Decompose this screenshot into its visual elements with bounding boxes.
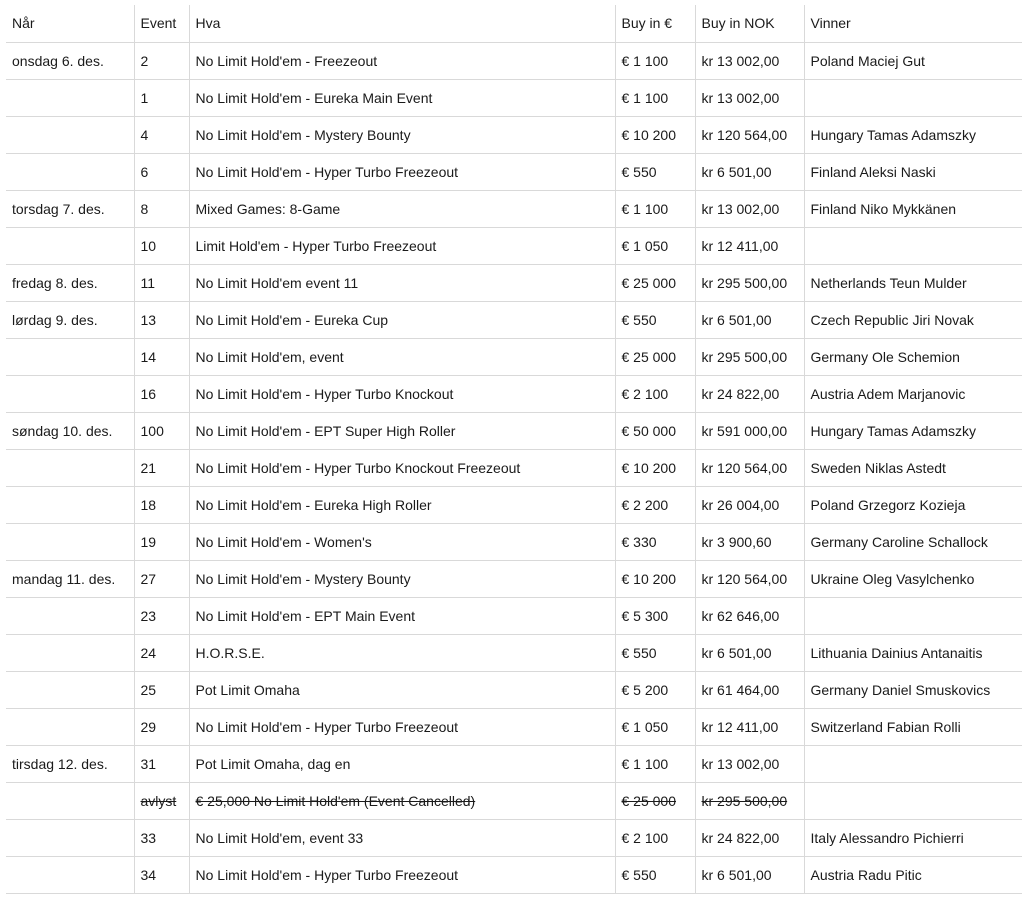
what-cell: No Limit Hold'em - Hyper Turbo Knockout Freezeout <box>189 449 615 486</box>
event-cell: 27 <box>134 560 189 597</box>
buyin-eur-cell: € 5 200 <box>615 671 695 708</box>
when-cell: mandag 11. des. <box>6 560 134 597</box>
buyin-eur-cell: € 1 100 <box>615 42 695 79</box>
winner-cell: Germany Ole Schemion <box>804 338 1022 375</box>
buyin-nok-cell: kr 3 900,60 <box>695 523 804 560</box>
winner-cell: Sweden Niklas Astedt <box>804 449 1022 486</box>
event-cell: 8 <box>134 190 189 227</box>
when-cell <box>6 338 134 375</box>
buyin-nok-cell: kr 6 501,00 <box>695 301 804 338</box>
winner-cell: Austria Radu Pitic <box>804 856 1022 893</box>
buyin-eur-cell: € 25 000 <box>615 782 695 819</box>
winner-cell: Lithuania Dainius Antanaitis <box>804 634 1022 671</box>
when-cell: lørdag 9. des. <box>6 301 134 338</box>
event-cell: avlyst <box>134 782 189 819</box>
buyin-nok-cell: kr 13 002,00 <box>695 190 804 227</box>
winner-cell <box>804 597 1022 634</box>
winner-cell: Poland Grzegorz Kozieja <box>804 486 1022 523</box>
table-row <box>6 153 1022 190</box>
winner-cell: Germany Caroline Schallock <box>804 523 1022 560</box>
buyin-eur-cell: € 550 <box>615 856 695 893</box>
what-cell: Pot Limit Omaha, dag en <box>189 745 615 782</box>
when-cell <box>6 116 134 153</box>
table-row <box>6 819 1022 856</box>
buyin-eur-cell: € 10 200 <box>615 116 695 153</box>
table-row <box>6 671 1022 708</box>
what-cell: No Limit Hold'em - Freezeout <box>189 42 615 79</box>
event-cell: 2 <box>134 42 189 79</box>
event-cell: 16 <box>134 375 189 412</box>
event-cell: 11 <box>134 264 189 301</box>
event-cell: 19 <box>134 523 189 560</box>
when-cell <box>6 227 134 264</box>
header-row <box>6 5 1022 42</box>
what-cell: No Limit Hold'em, event 33 <box>189 819 615 856</box>
buyin-nok-cell: kr 12 411,00 <box>695 708 804 745</box>
buyin-nok-cell: kr 295 500,00 <box>695 782 804 819</box>
what-cell: No Limit Hold'em - Hyper Turbo Freezeout <box>189 708 615 745</box>
what-cell: No Limit Hold'em - Mystery Bounty <box>189 116 615 153</box>
what-cell: No Limit Hold'em - Hyper Turbo Freezeout <box>189 153 615 190</box>
buyin-eur-cell: € 1 100 <box>615 745 695 782</box>
buyin-eur-cell: € 1 050 <box>615 708 695 745</box>
buyin-nok-cell: kr 120 564,00 <box>695 116 804 153</box>
buyin-nok-cell: kr 13 002,00 <box>695 42 804 79</box>
event-cell: 31 <box>134 745 189 782</box>
event-cell: 10 <box>134 227 189 264</box>
when-cell <box>6 375 134 412</box>
winner-cell: Finland Niko Mykkänen <box>804 190 1022 227</box>
when-cell: fredag 8. des. <box>6 264 134 301</box>
buyin-eur-cell: € 550 <box>615 634 695 671</box>
buyin-eur-cell: € 1 100 <box>615 79 695 116</box>
buyin-eur-cell: € 2 100 <box>615 375 695 412</box>
winner-cell <box>804 227 1022 264</box>
when-cell: onsdag 6. des. <box>6 42 134 79</box>
when-cell <box>6 634 134 671</box>
when-cell <box>6 153 134 190</box>
buyin-eur-cell: € 330 <box>615 523 695 560</box>
event-cell: 13 <box>134 301 189 338</box>
buyin-nok-cell: kr 12 411,00 <box>695 227 804 264</box>
event-cell: 33 <box>134 819 189 856</box>
winner-cell <box>804 745 1022 782</box>
what-cell: No Limit Hold'em - Mystery Bounty <box>189 560 615 597</box>
buyin-nok-cell: kr 120 564,00 <box>695 449 804 486</box>
buyin-nok-cell: kr 6 501,00 <box>695 856 804 893</box>
when-cell <box>6 708 134 745</box>
event-cell: 34 <box>134 856 189 893</box>
buyin-nok-cell: kr 295 500,00 <box>695 338 804 375</box>
when-cell <box>6 79 134 116</box>
winner-cell: Germany Daniel Smuskovics <box>804 671 1022 708</box>
event-cell: 100 <box>134 412 189 449</box>
table-row <box>6 708 1022 745</box>
table-row <box>6 190 1022 227</box>
when-cell <box>6 856 134 893</box>
event-cell: 29 <box>134 708 189 745</box>
buyin-eur-cell: € 2 200 <box>615 486 695 523</box>
when-cell <box>6 523 134 560</box>
buyin-nok-cell: kr 295 500,00 <box>695 264 804 301</box>
column-header-when: Når <box>6 5 134 42</box>
column-header-buyin-nok: Buy in NOK <box>695 5 804 42</box>
column-header-event: Event <box>134 5 189 42</box>
what-cell: No Limit Hold'em - Women's <box>189 523 615 560</box>
what-cell: No Limit Hold'em - Eureka Cup <box>189 301 615 338</box>
table-row <box>6 449 1022 486</box>
when-cell <box>6 486 134 523</box>
buyin-nok-cell: kr 120 564,00 <box>695 560 804 597</box>
what-cell: No Limit Hold'em - Eureka Main Event <box>189 79 615 116</box>
buyin-eur-cell: € 10 200 <box>615 449 695 486</box>
table-row <box>6 227 1022 264</box>
winner-cell: Hungary Tamas Adamszky <box>804 116 1022 153</box>
event-cell: 1 <box>134 79 189 116</box>
column-header-winner: Vinner <box>804 5 1022 42</box>
what-cell: No Limit Hold'em - Hyper Turbo Freezeout <box>189 856 615 893</box>
what-cell: No Limit Hold'em event 11 <box>189 264 615 301</box>
buyin-nok-cell: kr 26 004,00 <box>695 486 804 523</box>
what-cell: No Limit Hold'em, event <box>189 338 615 375</box>
what-cell: No Limit Hold'em - EPT Super High Roller <box>189 412 615 449</box>
event-cell: 18 <box>134 486 189 523</box>
buyin-nok-cell: kr 61 464,00 <box>695 671 804 708</box>
table-row <box>6 560 1022 597</box>
buyin-eur-cell: € 550 <box>615 153 695 190</box>
table-row <box>6 301 1022 338</box>
winner-cell: Poland Maciej Gut <box>804 42 1022 79</box>
winner-cell: Czech Republic Jiri Novak <box>804 301 1022 338</box>
buyin-eur-cell: € 25 000 <box>615 338 695 375</box>
event-cell: 23 <box>134 597 189 634</box>
buyin-nok-cell: kr 24 822,00 <box>695 819 804 856</box>
table-row <box>6 856 1022 893</box>
table-row <box>6 523 1022 560</box>
winner-cell <box>804 79 1022 116</box>
buyin-nok-cell: kr 6 501,00 <box>695 634 804 671</box>
when-cell: torsdag 7. des. <box>6 190 134 227</box>
buyin-nok-cell: kr 24 822,00 <box>695 375 804 412</box>
what-cell: Limit Hold'em - Hyper Turbo Freezeout <box>189 227 615 264</box>
table-row <box>6 264 1022 301</box>
event-cell: 25 <box>134 671 189 708</box>
what-cell: H.O.R.S.E. <box>189 634 615 671</box>
when-cell <box>6 597 134 634</box>
what-cell: Pot Limit Omaha <box>189 671 615 708</box>
winner-cell: Hungary Tamas Adamszky <box>804 412 1022 449</box>
column-header-buyin-eur: Buy in € <box>615 5 695 42</box>
buyin-nok-cell: kr 13 002,00 <box>695 79 804 116</box>
table-row <box>6 338 1022 375</box>
table-row <box>6 116 1022 153</box>
buyin-eur-cell: € 5 300 <box>615 597 695 634</box>
event-cell: 6 <box>134 153 189 190</box>
when-cell: søndag 10. des. <box>6 412 134 449</box>
when-cell <box>6 819 134 856</box>
buyin-eur-cell: € 10 200 <box>615 560 695 597</box>
buyin-eur-cell: € 2 100 <box>615 819 695 856</box>
table-row <box>6 79 1022 116</box>
table-row <box>6 42 1022 79</box>
event-cell: 4 <box>134 116 189 153</box>
winner-cell: Austria Adem Marjanovic <box>804 375 1022 412</box>
winner-cell: Switzerland Fabian Rolli <box>804 708 1022 745</box>
event-cell: 21 <box>134 449 189 486</box>
when-cell <box>6 782 134 819</box>
buyin-eur-cell: € 550 <box>615 301 695 338</box>
buyin-nok-cell: kr 62 646,00 <box>695 597 804 634</box>
table-row <box>6 782 1022 819</box>
table-row <box>6 634 1022 671</box>
table-row <box>6 486 1022 523</box>
buyin-eur-cell: € 1 050 <box>615 227 695 264</box>
table-row <box>6 745 1022 782</box>
winner-cell <box>804 782 1022 819</box>
table-row <box>6 597 1022 634</box>
what-cell: No Limit Hold'em - Hyper Turbo Knockout <box>189 375 615 412</box>
buyin-eur-cell: € 1 100 <box>615 190 695 227</box>
what-cell: No Limit Hold'em - Eureka High Roller <box>189 486 615 523</box>
when-cell <box>6 671 134 708</box>
column-header-what: Hva <box>189 5 615 42</box>
event-cell: 14 <box>134 338 189 375</box>
what-cell: € 25,000 No Limit Hold'em (Event Cancelled) <box>189 782 615 819</box>
buyin-eur-cell: € 50 000 <box>615 412 695 449</box>
winner-cell: Italy Alessandro Pichierri <box>804 819 1022 856</box>
winner-cell: Finland Aleksi Naski <box>804 153 1022 190</box>
buyin-nok-cell: kr 591 000,00 <box>695 412 804 449</box>
schedule-table <box>6 5 1022 894</box>
buyin-nok-cell: kr 13 002,00 <box>695 745 804 782</box>
buyin-eur-cell: € 25 000 <box>615 264 695 301</box>
table-row <box>6 412 1022 449</box>
buyin-nok-cell: kr 6 501,00 <box>695 153 804 190</box>
winner-cell: Ukraine Oleg Vasylchenko <box>804 560 1022 597</box>
when-cell: tirsdag 12. des. <box>6 745 134 782</box>
table-row <box>6 375 1022 412</box>
winner-cell: Netherlands Teun Mulder <box>804 264 1022 301</box>
what-cell: Mixed Games: 8-Game <box>189 190 615 227</box>
what-cell: No Limit Hold'em - EPT Main Event <box>189 597 615 634</box>
event-cell: 24 <box>134 634 189 671</box>
when-cell <box>6 449 134 486</box>
